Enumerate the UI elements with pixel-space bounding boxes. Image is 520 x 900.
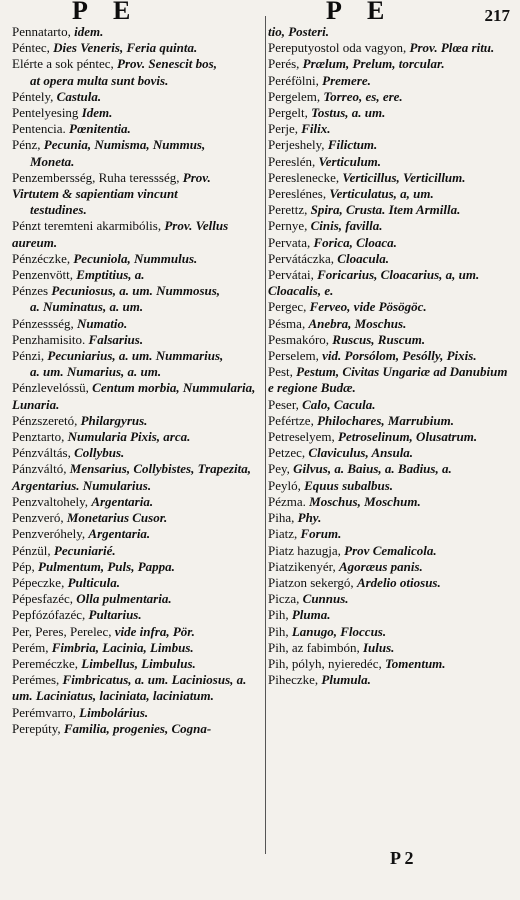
dictionary-entry — [268, 494, 516, 510]
entry-gloss: Spira, Crusta. Item Armilla. — [310, 202, 461, 218]
entry-gloss: Lanugo, Floccus. — [291, 623, 387, 639]
entry-gloss: Prov. Virtutem & sapientiam vincunt — [12, 169, 211, 202]
dictionary-entry — [12, 494, 258, 510]
dictionary-entry — [12, 218, 258, 250]
dictionary-entry — [268, 154, 516, 170]
entry-gloss: Argentaria. — [88, 526, 151, 542]
dictionary-entry — [12, 121, 258, 137]
entry-gloss: Moschus, Moschum. — [309, 493, 421, 509]
entry-gloss: Pluma. — [291, 607, 331, 623]
running-head-right: P E — [326, 0, 395, 25]
entry-headword: Penztarto, — [12, 429, 65, 445]
dictionary-entry — [12, 705, 258, 721]
entry-gloss: Claviculus, Ansula. — [308, 445, 414, 461]
entry-headword: Piheczke, — [268, 672, 319, 688]
entry-gloss: Fimbria, Lacinia, Limbus. — [51, 639, 194, 655]
entry-headword: Piha, — [268, 510, 295, 526]
entry-headword: Pénzlevelóssü, — [12, 380, 89, 396]
dictionary-entry — [268, 137, 516, 153]
entry-gloss: Pulticula. — [67, 574, 120, 590]
dictionary-entry — [268, 559, 516, 575]
entry-gloss: Agoræus panis. — [338, 558, 423, 574]
dictionary-entry — [268, 364, 516, 396]
entry-gloss: Verticulatus, a, um. — [329, 186, 434, 202]
dictionary-entry — [12, 24, 258, 40]
dictionary-entry — [12, 543, 258, 559]
dictionary-entry — [12, 40, 258, 56]
entry-headword: Péntely, — [12, 88, 54, 104]
entry-gloss: Filictum. — [327, 137, 378, 153]
entry-gloss: Anebra, Moschus. — [308, 315, 407, 331]
entry-headword: Petreselyem, — [268, 429, 335, 445]
entry-headword: Pih, az fabimbón, — [268, 639, 360, 655]
entry-headword: Pih, — [268, 623, 289, 639]
dictionary-entry — [268, 299, 516, 315]
dictionary-entry — [12, 413, 258, 429]
entry-gloss: Verticulum. — [318, 153, 382, 169]
entry-gloss: Cunnus. — [302, 591, 349, 607]
entry-gloss: Tostus, a. um. — [311, 105, 386, 121]
dictionary-entry — [268, 89, 516, 105]
entry-headword: Pénzéczke, — [12, 250, 71, 266]
entry-headword: Pereslén, — [268, 153, 316, 169]
dictionary-entry — [268, 348, 516, 364]
entry-headword: Penzvaltohely, — [12, 493, 89, 509]
dictionary-entry — [268, 73, 516, 89]
dictionary-entry — [268, 397, 516, 413]
dictionary-entry — [12, 429, 258, 445]
dictionary-entry — [268, 235, 516, 251]
entry-gloss: Pecunia, Numisma, Nummus, — [43, 137, 206, 153]
entry-gloss: Pecuniola, Nummulus. — [73, 250, 198, 266]
entry-gloss: Foricarius, Cloacarius, a, um. Cloacalis, e. — [268, 267, 480, 299]
entry-headword: Pépesfazéc, — [12, 591, 73, 607]
entry-headword: Pereslénes, — [268, 186, 327, 202]
dictionary-entry — [268, 510, 516, 526]
entry-gloss: Phy. — [297, 510, 322, 526]
entry-headword: Peser, — [268, 396, 299, 412]
entry-gloss: vide infra, Pör. — [114, 623, 195, 639]
entry-headword: Pereslenecke, — [268, 169, 340, 185]
entry-headword: Piatz, — [268, 526, 298, 542]
entry-headword: Pézma. — [268, 493, 306, 509]
entry-headword: Pénzváltás, — [12, 445, 71, 461]
entry-gloss: Pecuniosus, a. um. Nummosus, — [51, 283, 221, 299]
entry-gloss: Pecuniarius, a. um. Nummarius, — [47, 348, 224, 364]
entry-headword: Picza, — [268, 591, 300, 607]
entry-gloss: Monetarius Cusor. — [66, 510, 168, 526]
dictionary-entry — [268, 526, 516, 542]
entry-gloss: Premere. — [322, 72, 371, 88]
entry-gloss: Castula. — [56, 88, 102, 104]
entry-headword: Pánzváltó, — [12, 461, 67, 477]
entry-headword: Pey, — [268, 461, 290, 477]
dictionary-entry — [12, 721, 258, 737]
dictionary-entry — [268, 656, 516, 672]
dictionary-entry — [268, 445, 516, 461]
entry-gloss: Equus subalbus. — [304, 477, 394, 493]
dictionary-entry — [12, 137, 258, 169]
entry-gloss: Prælum, Prelum, torcular. — [302, 56, 445, 72]
entry-headword: Penzhamisito. — [12, 331, 86, 347]
entry-headword: Peréfölni, — [268, 72, 319, 88]
entry-headword: Pereputyostol oda vagyon, — [268, 40, 407, 56]
entry-gloss: Gilvus, a. Baius, a. Badius, a. — [293, 461, 452, 477]
dictionary-entry — [268, 429, 516, 445]
entry-gloss: Verticillus, Verticillum. — [342, 169, 466, 185]
entry-headword: Pervátai, — [268, 267, 314, 283]
dictionary-entry — [268, 316, 516, 332]
dictionary-entry — [268, 267, 516, 299]
entry-gloss: Cinis, favilla. — [310, 218, 383, 234]
dictionary-entry — [268, 607, 516, 623]
entry-gloss: Calo, Cacula. — [302, 396, 376, 412]
entry-gloss: Pestum, Civitas Ungariæ ad Danubium e regione Budæ. — [268, 364, 508, 396]
page-number: 217 — [484, 6, 510, 25]
dictionary-entry — [12, 591, 258, 607]
entry-headword: Pefértze, — [268, 412, 314, 428]
entry-gloss: Ruscus, Ruscum. — [332, 331, 426, 347]
dictionary-entry — [12, 316, 258, 332]
entry-continuation: testudines. — [30, 202, 87, 218]
dictionary-entry — [268, 575, 516, 591]
dictionary-entry — [12, 170, 258, 219]
entry-headword: Penzembersség, Ruha teressség, — [12, 169, 180, 185]
entry-headword: Pénzes — [12, 283, 49, 299]
entry-gloss: Tomentum. — [384, 655, 446, 671]
entry-headword: Peyló, — [268, 477, 301, 493]
entry-headword: Pergelem, — [268, 88, 321, 104]
entry-gloss: Plumula. — [321, 672, 371, 688]
entry-gloss: tio, Posteri. — [268, 24, 330, 39]
entry-gloss: Dies Veneris, Feria quinta. — [53, 40, 198, 56]
dictionary-entry — [12, 575, 258, 591]
entry-continuation: a. um. Numarius, a. um. — [30, 364, 162, 380]
entry-gloss: Prov Cemalicola. — [344, 542, 437, 558]
entry-gloss: Prov. Vellus aureum. — [12, 218, 229, 250]
dictionary-entry — [12, 445, 258, 461]
entry-headword: Perémvarro, — [12, 704, 76, 720]
entry-headword: Piatzikenyér, — [268, 558, 336, 574]
entry-gloss: Falsarius. — [88, 331, 144, 347]
entry-gloss: Familia, progenies, Cogna- — [63, 720, 212, 736]
entry-gloss: Philochares, Marrubium. — [317, 412, 454, 428]
entry-gloss: Idem. — [81, 105, 113, 121]
entry-headword: Pennatarto, — [12, 24, 71, 39]
entry-gloss: Centum morbia, Nummularia, Lunaria. — [12, 380, 256, 412]
dictionary-entry — [12, 640, 258, 656]
dictionary-entry — [268, 56, 516, 72]
entry-gloss: Cloacula. — [337, 250, 389, 266]
entry-gloss: Prov. Plœa ritu. — [409, 40, 495, 56]
dictionary-entry — [12, 380, 258, 412]
entry-gloss: Collybus. — [74, 445, 125, 461]
entry-headword: Pepfózófazéc, — [12, 607, 86, 623]
entry-headword: Perje, — [268, 121, 298, 137]
entry-headword: Pénz, — [12, 137, 41, 153]
entry-gloss: Torreo, es, ere. — [323, 88, 403, 104]
entry-headword: Pénzessség, — [12, 315, 74, 331]
dictionary-entry — [268, 413, 516, 429]
entry-headword: Pih, pólyh, nyieredéc, — [268, 655, 382, 671]
entry-gloss: Petroselinum, Olusatrum. — [338, 429, 478, 445]
dictionary-entry — [12, 105, 258, 121]
right-column — [265, 16, 516, 854]
dictionary-entry — [12, 656, 258, 672]
dictionary-entry — [268, 478, 516, 494]
entry-headword: Piatz hazugja, — [268, 542, 341, 558]
dictionary-entry — [12, 526, 258, 542]
dictionary-entry — [268, 640, 516, 656]
left-column — [12, 24, 258, 737]
entry-headword: Pervata, — [268, 234, 311, 250]
dictionary-entry — [12, 56, 258, 88]
entry-headword: Pereméczke, — [12, 655, 79, 671]
entry-continuation: Moneta. — [30, 153, 75, 169]
entry-gloss: Argentaria. — [91, 493, 154, 509]
entry-headword: Pénzi, — [12, 348, 45, 364]
dictionary-entry — [268, 202, 516, 218]
entry-gloss: idem. — [74, 24, 104, 39]
entry-headword: Pentelyesing — [12, 105, 79, 121]
entry-headword: Péntec, — [12, 40, 50, 56]
entry-headword: Per, Peres, Perelec, — [12, 623, 112, 639]
dictionary-entry — [268, 170, 516, 186]
dictionary-entry — [268, 218, 516, 234]
dictionary-entry — [268, 186, 516, 202]
dictionary-entry — [12, 251, 258, 267]
dictionary-entry — [12, 348, 258, 380]
entry-gloss: Ardelio otiosus. — [356, 574, 441, 590]
entry-headword: Perettz, — [268, 202, 308, 218]
entry-gloss: Pultarius. — [88, 607, 142, 623]
entry-gloss: Limbellus, Limbulus. — [81, 655, 196, 671]
catchword: P 2 — [390, 848, 414, 868]
entry-headword: Perémes, — [12, 672, 60, 688]
dictionary-entry — [12, 672, 258, 704]
entry-gloss: Pulmentum, Puls, Pappa. — [38, 558, 175, 574]
entry-gloss: Mensarius, Collybistes, Trapezita, Argentarius. Numularius. — [12, 461, 251, 493]
entry-gloss: Iulus. — [362, 639, 395, 655]
entry-headword: Pentencia. — [12, 121, 66, 137]
entry-headword: Pépeczke, — [12, 574, 65, 590]
entry-headword: Pesmakóro, — [268, 331, 330, 347]
running-head-left: P E — [72, 0, 141, 25]
entry-headword: Pénzül, — [12, 542, 51, 558]
dictionary-entry — [12, 624, 258, 640]
entry-gloss: vid. Porsólom, Pesólly, Pixis. — [322, 348, 477, 364]
entry-gloss: Ferveo, vide Pösögöc. — [309, 299, 427, 315]
dictionary-entry — [268, 591, 516, 607]
entry-headword: Perselem, — [268, 348, 319, 364]
entry-headword: Perés, — [268, 56, 300, 72]
dictionary-entry — [12, 461, 258, 493]
entry-gloss: Numularia Pixis, arca. — [67, 429, 191, 445]
dictionary-entry — [12, 332, 258, 348]
entry-headword: Penzenvött, — [12, 267, 74, 283]
dictionary-entry — [268, 543, 516, 559]
entry-headword: Perepúty, — [12, 720, 61, 736]
dictionary-entry — [268, 105, 516, 121]
dictionary-entry — [268, 251, 516, 267]
entry-headword: Pép, — [12, 558, 35, 574]
entry-gloss: Forica, Cloaca. — [313, 234, 397, 250]
dictionary-entry — [12, 267, 258, 283]
dictionary-entry — [268, 121, 516, 137]
entry-gloss: Numatio. — [77, 315, 128, 331]
entry-headword: Pest, — [268, 364, 293, 380]
entry-headword: Perém, — [12, 639, 49, 655]
entry-gloss: Limbolárius. — [79, 704, 149, 720]
dictionary-entry — [268, 461, 516, 477]
dictionary-entry — [268, 40, 516, 56]
dictionary-entry — [12, 510, 258, 526]
entry-headword: Perjeshely, — [268, 137, 325, 153]
entry-headword: Elérte a sok péntec, — [12, 56, 114, 72]
entry-gloss: Pœnitentia. — [69, 121, 131, 137]
entry-headword: Penzveró, — [12, 510, 64, 526]
entry-gloss: Philargyrus. — [80, 412, 148, 428]
dictionary-entry — [12, 559, 258, 575]
dictionary-entry — [268, 332, 516, 348]
entry-gloss: Emptitius, a. — [76, 267, 145, 283]
entry-headword: Pergec, — [268, 299, 307, 315]
entry-gloss: Prov. Senescit bos, — [117, 56, 217, 72]
entry-headword: Pih, — [268, 607, 289, 623]
dictionary-entry — [268, 24, 516, 40]
entry-headword: Petzec, — [268, 445, 306, 461]
entry-continuation: a. Numinatus, a. um. — [30, 299, 144, 315]
dictionary-entry — [12, 89, 258, 105]
entry-headword: Pervátáczka, — [268, 250, 335, 266]
entry-headword: Pénzt teremteni akarmibólis, — [12, 218, 162, 234]
entry-headword: Penzveróhely, — [12, 526, 86, 542]
entry-headword: Pergelt, — [268, 105, 308, 121]
dictionary-entry — [268, 624, 516, 640]
entry-headword: Pernye, — [268, 218, 308, 234]
entry-gloss: Filix. — [301, 121, 331, 137]
entry-gloss: Forum. — [300, 526, 342, 542]
entry-gloss: Pecuniarié. — [53, 542, 116, 558]
entry-headword: Pénzszeretó, — [12, 412, 78, 428]
dictionary-entry — [12, 607, 258, 623]
dictionary-entry — [12, 283, 258, 315]
dictionary-entry — [268, 672, 516, 688]
entry-gloss: Fimbricatus, a. um. Laciniosus, a. um. Laciniatus, laciniata, laciniatum. — [12, 672, 247, 704]
entry-gloss: Olla pulmentaria. — [76, 591, 172, 607]
entry-continuation: at opera multa sunt bovis. — [30, 72, 169, 88]
entry-headword: Pésma, — [268, 315, 306, 331]
entry-headword: Piatzon sekergó, — [268, 574, 354, 590]
